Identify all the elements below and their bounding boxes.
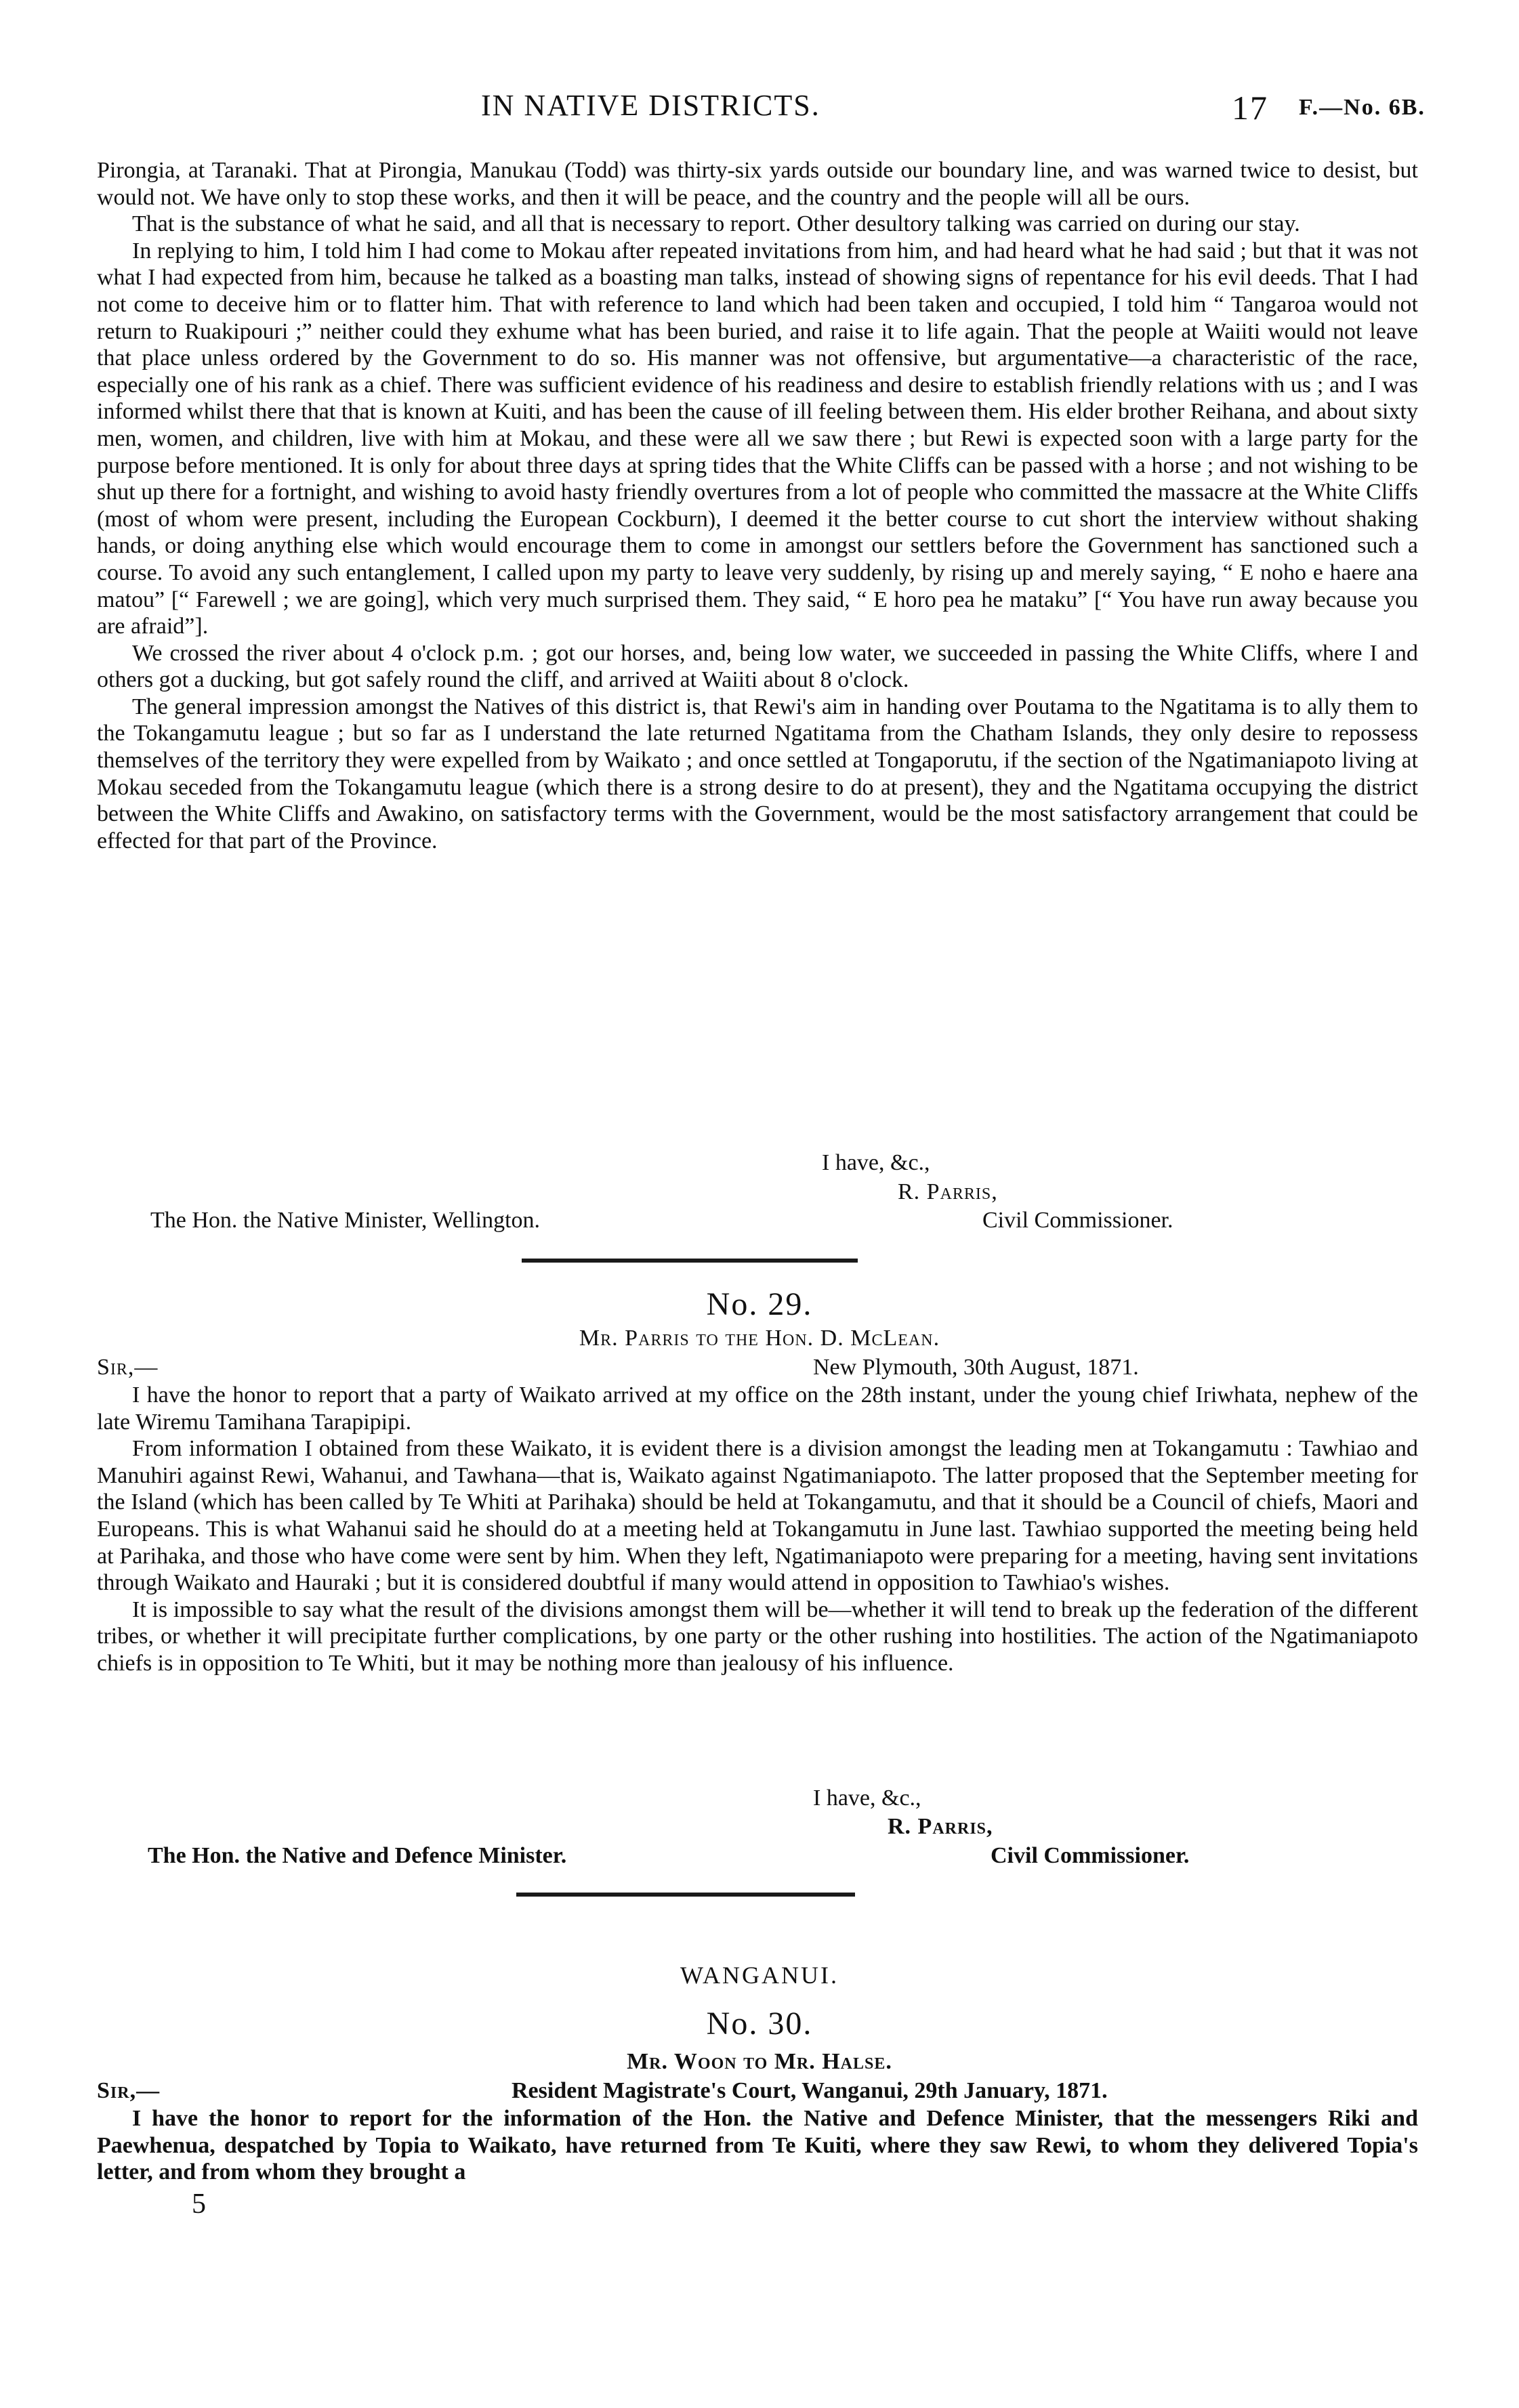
salutation: Sir,—	[97, 2078, 161, 2103]
letter-number: No. 29.	[706, 1286, 813, 1322]
closing-phrase: I have, &c.,	[822, 1150, 930, 1175]
place-date: Resident Magistrate's Court, Wanganui, 29th January, 1871.	[512, 2078, 1108, 2103]
paragraph: That is the substance of what he said, and all that is necessary to report. Other desultory talking was carried on during our stay.	[132, 211, 1300, 237]
district-heading: WANGANUI.	[680, 1962, 839, 1989]
salutation: Sir,—	[97, 1355, 159, 1380]
paragraph: It is impossible to say what the result of the divisions amongst them will be—whether it will tend to break up the federation of the different tribes, or whether it will precipitate further complications, by one party or the other rushing into hostilities. The action of the Ngatimaniapoto chiefs is in opposition to Te Whiti, but it may be nothing more than jealousy of his influence.	[97, 1597, 1418, 1676]
letter-body	[97, 1382, 1418, 1677]
paragraph: The general impression amongst the Natives of this district is, that Rewi's aim in handing over Poutama to the Ngatitama is to ally them to the Tokangamutu league ; but so far as I understand the late returned Ngatitama from the Chatham Islands, they only desire to repossess themselves of the territory they were expelled from by Waikato ; and once settled at Tongaporutu, if the section of the Ngatimaniapoto living at Mokau seceded from the Tokangamutu league (which there is a strong desire to do at present), they and the Ngatitama occupying the district between the White Cliffs and Awakino, on satisfactory terms with the Government, would be the most satisfactory arrangement that could be effected for that part of the Province.	[97, 694, 1418, 853]
signature: R. Parris,	[898, 1179, 998, 1204]
page-number: 17	[1232, 89, 1268, 127]
letter-from-to: Mr. Parris to the Hon. D. McLean.	[579, 1326, 940, 1351]
section-divider	[522, 1259, 858, 1263]
signatory-title: Civil Commissioner.	[982, 1208, 1173, 1233]
letter-number: No. 30.	[706, 2006, 813, 2042]
paragraph: From information I obtained from these Waikato, it is evident there is a division amongst the leading men at Tokangamutu : Tawhiao and Manuhiri against Rewi, Wahanui, and Tawhana—that is, Waikato against Ngatimaniapoto. The latter proposed that the September meeting for the Island (which has been called by Te Whiti at Parihaka) should be held at Tokangamutu, and that it should be a Council of chiefs, Maori and Europeans. This is what Wahanui said he should do at a meeting held at Tokangamutu in June last. Tawhiao supported the meeting being held at Parihaka, and those who have come were sent by him. When they left, Ngatimaniapoto were preparing for a meeting, having sent invitations through Waikato and Hauraki ; but it is considered doubtful if many would attend in opposition to Tawhiao's wishes.	[97, 1436, 1418, 1596]
closing-phrase: I have, &c.,	[813, 1786, 921, 1811]
paragraph: Pirongia, at Taranaki. That at Pirongia, Manukau (Todd) was thirty-six yards outside our boundary line, and was warned twice to desist, but would not. We have only to stop these works, and then it will be peace, and the country and the people will all be ours.	[97, 158, 1418, 210]
signature: R. Parris,	[888, 1814, 993, 1839]
place-date: New Plymouth, 30th August, 1871.	[813, 1355, 1139, 1380]
signatory-title: Civil Commissioner.	[991, 1843, 1190, 1868]
paragraph: I have the honor to report for the information of the Hon. the Native and Defence Minister, that the messengers Riki and Paewhenua, despatched by Topia to Waikato, have returned from Te Kuiti, where they saw Rewi, to whom they delivered Topia's letter, and from whom they brought a	[97, 2106, 1418, 2185]
letter-from-to: Mr. Woon to Mr. Halse.	[627, 2049, 892, 2074]
signature-mark: 5	[192, 2189, 206, 2220]
letter-continuation-body	[97, 157, 1418, 854]
addressee: The Hon. the Native and Defence Minister.	[148, 1843, 567, 1868]
running-header-title: IN NATIVE DISTRICTS.	[481, 89, 820, 122]
addressee: The Hon. the Native Minister, Wellington.	[150, 1208, 541, 1233]
paragraph: We crossed the river about 4 o'clock p.m. ; got our horses, and, being low water, we succeeded in passing the White Cliffs, where I and others got a ducking, but got safely round the cliff, and arrived at Waiiti about 8 o'clock.	[97, 640, 1418, 693]
document-reference: F.—No. 6B.	[1299, 95, 1426, 120]
letter-body	[97, 2105, 1418, 2186]
paragraph: I have the honor to report that a party of Waikato arrived at my office on the 28th instant, under the young chief Iriwhata, nephew of the late Wiremu Tamihana Tarapipipi.	[97, 1382, 1418, 1435]
section-divider	[516, 1893, 855, 1897]
paragraph: In replying to him, I told him I had come to Mokau after repeated invitations from him, and had heard what he had said ; but that it was not what I had expected from him, because he talked as a boasting man talks, instead of showing signs of repentance for his evil deeds. That I had not come to deceive him or to flatter him. That with reference to land which had been taken and occupied, I told him “ Tangaroa would not return to Ruakipouri ;” neither could they exhume what has been buried, and raise it to life again. That the people at Waiiti would not leave that place unless ordered by the Government to do so. His manner was not offensive, but argumentative—a characteristic of the race, especially one of his rank as a chief. There was sufficient evidence of his readiness and desire to establish friendly relations with us ; and I was informed whilst there that that is known at Kuiti, and has been the cause of ill feeling between them. His elder brother Reihana, and about sixty men, women, and children, live with him at Mokau, and these were all we saw there ; but Rewi is expected soon with a large party for the purpose before mentioned. It is only for about three days at spring tides that the White Cliffs can be passed with a horse ; and not wishing to be shut up there for a fortnight, and wishing to avoid hasty friendly overtures from a lot of people who committed the massacre at the White Cliffs (most of whom were present, including the European Cockburn), I deemed it the better course to cut short the interview without shaking hands, or doing anything else which would encourage them to come in amongst our settlers before the Government has sanctioned such a course. To avoid any such entanglement, I called upon my party to leave very suddenly, by rising up and merely saying, “ E noho e haere ana matou” [“ Farewell ; we are going], which very much surprised them. They said, “ E horo pea he mataku” [“ You have run away because you are afraid”].	[97, 238, 1418, 639]
